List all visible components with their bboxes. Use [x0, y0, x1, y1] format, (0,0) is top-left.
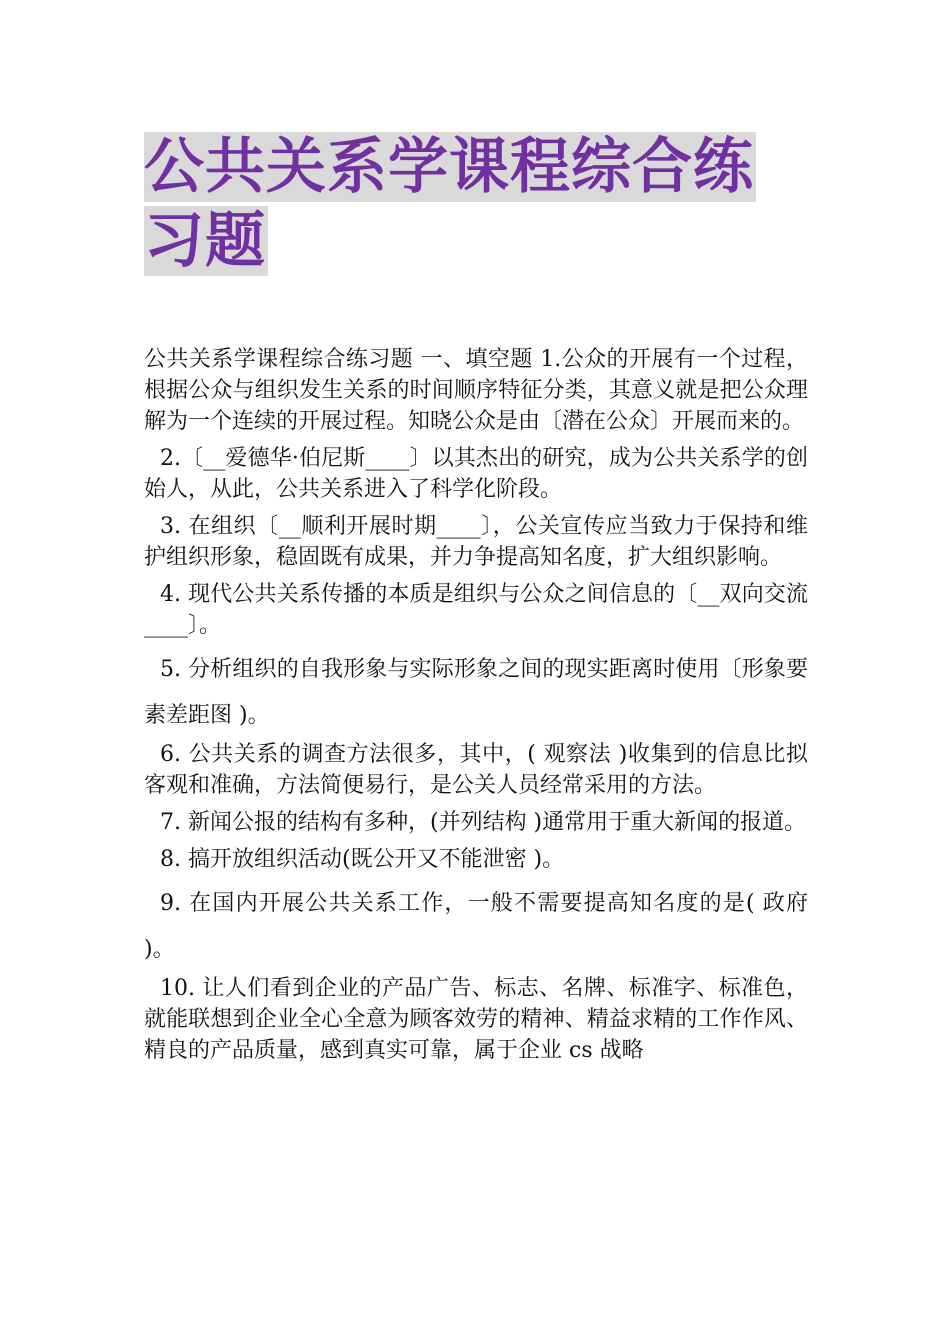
paragraph-item-2: 2.〔__爱德华·伯尼斯____〕以其杰出的研究，成为公共关系学的创始人，从此，公共关系进入了科学化阶段。: [144, 446, 808, 502]
paragraph-item-4: 4. 现代公共关系传播的本质是组织与公众之间信息的〔__双向交流____〕。: [144, 582, 808, 638]
paragraph-item-8: 8. 搞开放组织活动(既公开又不能泄密 )。: [160, 847, 565, 872]
paragraph-item-7: 7. 新闻公报的结构有多种，(并列结构 )通常用于重大新闻的报道。: [160, 810, 807, 835]
paragraph-item-5: 5. 分析组织的自我形象与实际形象之间的现实距离时使用〔形象要素差距图 )。: [144, 657, 808, 728]
paragraph-item-3: 3. 在组织〔__顺利开展时期____〕，公关宣传应当致力于保持和维护组织形象，稳固既有成果，并力争提高知名度，扩大组织影响。: [144, 514, 808, 570]
document-page: [144, 130, 808, 1072]
document-body: [144, 344, 808, 1066]
paragraph-intro: 公共关系学课程综合练习题 一、填空题 1.公众的开展有一个过程，根据公众与组织发生关系的时间顺序特征分类，其意义就是把公众理解为一个连续的开展过程。知晓公众是由〔潜在公众〕开展而来的。: [144, 347, 808, 434]
paragraph-item-6: 6. 公共关系的调查方法很多，其中，( 观察法 )收集到的信息比拟客观和准确，方法简便易行，是公关人员经常采用的方法。: [144, 742, 808, 798]
paragraph-item-10: 10. 让人们看到企业的产品广告、标志、名牌、标准字、标准色，就能联想到企业全心全意为顾客效劳的精神、精益求精的工作作风、精良的产品质量，感到真实可靠，属于企业 cs 战略: [144, 976, 808, 1063]
document-title: [144, 130, 808, 278]
document-title-text: 公共关系学课程综合练习题: [144, 132, 754, 276]
paragraph-item-9: 9. 在国内开展公共关系工作，一般不需要提高知名度的是( 政府 )。: [144, 891, 808, 962]
